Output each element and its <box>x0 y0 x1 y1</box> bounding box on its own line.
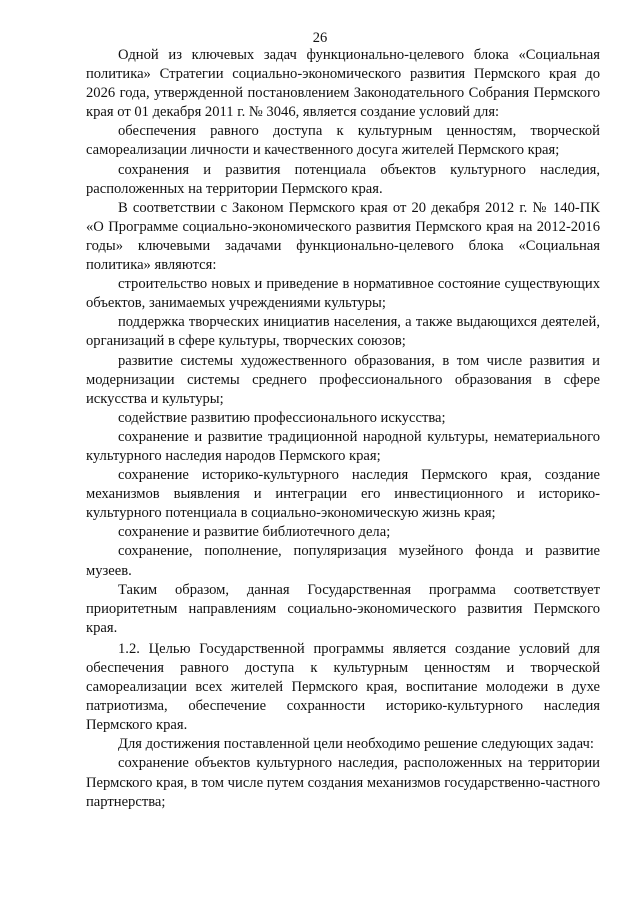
paragraph-professional-art: содействие развитию профессионального искусства; <box>118 409 446 426</box>
paragraph-program-goal: 1.2. Целью Государственной программы является создание условий для обеспечения равного доступа к культурным ценностям и творческой самореализации всех жителей Пермского края, воспитание молодежи в духе патриотизма, обеспечение сохранности историко-культурного наследия Пермского края. <box>86 640 600 734</box>
paragraph-museum: сохранение, пополнение, популяризация музейного фонда и развитие музеев. <box>86 543 600 579</box>
paragraph-historical-heritage: сохранение историко-культурного наследия Пермского края, создание механизмов выявления и интеграции его инвестиционного и историко-культурного потенциала в социально-экономическую жизнь края; <box>86 467 600 522</box>
document-body <box>86 46 600 812</box>
paragraph-library: сохранение и развитие библиотечного дела; <box>118 524 391 541</box>
paragraph-tasks-intro: Для достижения поставленной цели необходимо решение следующих задач: <box>118 736 594 753</box>
paragraph-folk-culture: сохранение и развитие традиционной народной культуры, нематериального культурного наследия народов Пермского края; <box>86 428 600 464</box>
paragraph-conclusion: Таким образом, данная Государственная программа соответствует приоритетным направлениям социально-экономического развития Пермского края. <box>86 581 600 636</box>
paragraph-task-preservation: сохранение объектов культурного наследия, расположенных на территории Пермского края, в том числе путем создания механизмов государственно-частного партнерства; <box>86 755 600 810</box>
paragraph-construction: строительство новых и приведение в нормативное состояние существующих объектов, занимаемых учреждениями культуры; <box>86 276 600 312</box>
paragraph-heritage-potential: сохранения и развития потенциала объектов культурного наследия, расположенных на территории Пермского края. <box>86 161 600 197</box>
paragraph-law-reference: В соответствии с Законом Пермского края от 20 декабря 2012 г. № 140-ПК «О Программе социально-экономического развития Пермского края на 2012-2016 годы» ключевыми задачами функционально-целевого блока «Социальная политика» являются: <box>86 199 600 274</box>
paragraph-equal-access: обеспечения равного доступа к культурным ценностям, творческой самореализации личности и качественного досуга жителей Пермского края; <box>86 123 600 159</box>
paragraph-strategy-intro: Одной из ключевых задач функционально-целевого блока «Социальная политика» Стратегии социально-экономического развития Пермского края до 2026 года, утвержденной постановлением Законодательного Собрания Пермского края от 01 декабря 2011 г. № 3046, является создание условий для: <box>86 47 600 121</box>
page-number: 26 <box>312 30 328 46</box>
paragraph-creative-support: поддержка творческих инициатив населения, а также выдающихся деятелей, организаций в сфере культуры, творческих союзов; <box>86 314 600 350</box>
paragraph-art-education: развитие системы художественного образования, в том числе развития и модернизации системы среднего профессионального образования в сфере искусства и культуры; <box>86 352 600 407</box>
